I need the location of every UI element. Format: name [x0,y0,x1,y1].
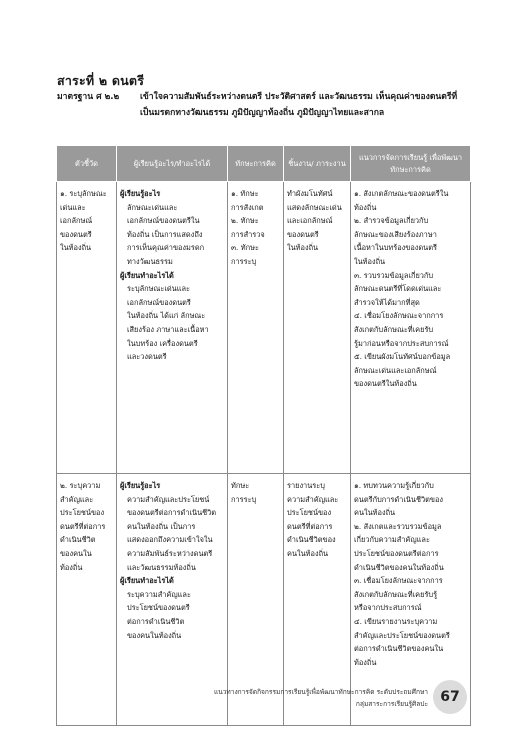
cell-line: ๑. ระบุลักษณะ [60,189,107,198]
section-heading: สาระที่ ๒ ดนตรี [57,73,145,88]
cell-line: การสำรวจ [231,229,265,239]
approach-cell [351,182,471,474]
thinking-skill-cell [228,182,284,474]
standard-code: มาตรฐาน ศ ๒.๒ [57,92,120,102]
cell-line: คนในท้องถิ่น [354,508,396,518]
cell-line: ลักษณะดนตรีที่โดดเด่นและ [354,284,442,294]
cell-line: ลักษณะเด่นและ [127,202,178,212]
cell-line: ดนตรีที่ต่อการ [287,521,333,531]
page-footer [208,686,428,710]
cell-line: คนในท้องถิ่น [287,548,329,558]
cell-line: ต่อการดำเนินชีวิต [127,616,185,626]
cell-line: ความสัมพันธ์ระหว่างดนตรี [127,548,213,558]
cell-line: ลักษณะของเสียงร้องภาษา [354,229,437,239]
cell-line: ดนตรีที่ต่อการ [60,521,106,531]
workpiece-cell [284,182,351,474]
header-indicator: ตัวชี้วัด [57,146,117,182]
cell-line: ๔. เชื่อมโยงลักษณะจากการ [354,311,444,321]
header-learning: ผู้เรียนรู้อะไร/ทำอะไรได้ [117,146,228,182]
cell-line: ดำเนินชีวิต [60,535,96,545]
cell-line: ในท้องถิ่น [354,256,386,266]
cell-line: ประโยชน์ของดนตรีต่อการ [354,548,439,558]
cell-line: การสังเกต [231,202,264,212]
cell-line: ระบุลักษณะเด่นและ [127,284,190,294]
cell-line: ลักษณะเด่นและเอกลักษณ์ [354,365,437,375]
cell-line: ดนตรีกับการดำเนินชีวิตของ [354,494,444,504]
cell-line: รายงานระบุ [287,481,325,490]
cell-line: ดำเนินชีวิตของคนในท้องถิ่น [354,562,444,572]
cell-line: และวงดนตรี [127,352,167,362]
cell-line: สำคัญและ [60,494,94,504]
cell-line: สังเกตกับลักษณะที่เคยรับ [354,324,434,334]
table-row [57,182,471,474]
header-workpiece: ชิ้นงาน/ ภาระงาน [284,146,351,182]
cell-line: และเอกลักษณ์ [287,216,333,226]
cell-line: ประโยชน์ของ [287,508,332,518]
cell-line: เอกลักษณ์ของดนตรี [127,297,191,307]
cell-line: เอกลักษณ์ [60,216,93,226]
cell-line: ของดนตรีต่อการดำเนินชีวิต [127,508,217,518]
indicator-cell [57,474,117,726]
cell-line: เนื้อหาในบทร้องของดนตรี [354,243,438,253]
cell-line: คนในท้องถิ่น เป็นการ [127,521,196,531]
cell-line: สำคัญและประโยชน์ของดนตรี [354,630,450,640]
cell-line: การเห็นคุณค่าของมรดก [127,243,205,253]
cell-line: ระบุความสำคัญและ [127,589,191,599]
cell-line: ๑. ทบทวนความรู้เกี่ยวกับ [354,481,434,490]
cell-line: เด่นและ [60,202,86,212]
cell-line: ของคนในท้องถิ่น [127,630,182,640]
footer-subject: กลุ่มสาระการเรียนรู้ศิลปะ [355,700,428,708]
cell-line: ๑. สังเกตลักษณะของดนตรีใน [354,189,449,198]
cell-line: เกี่ยวกับความสำคัญและ [354,535,430,545]
cell-line: ๔. เขียนรายงานระบุความ [354,616,438,626]
cell-line: เสียงร้อง ภาษาและเนื้อหา [127,324,209,334]
cell-line: แสดงลักษณะเด่น [287,202,342,212]
table-header-row [57,146,471,182]
page-number: 67 [433,680,467,714]
standard-text: เข้าใจความสัมพันธ์ระหว่างดนตรี ประวัติศาสตร์ และวัฒนธรรม เห็นคุณค่าของดนตรีที่เป็นมรดกทางวัฒนธรรม ภูมิปัญญาท้องถิ่น ภูมิปัญญาไทยและสากล [140,92,458,118]
what-learn-heading: ผู้เรียนรู้อะไร [120,189,161,198]
header-approach: แนวการจัดการเรียนรู้ เพื่อพัฒนาทักษะการคิด [351,146,471,182]
cell-line: สำรวจให้ได้มากที่สุด [354,297,420,307]
cell-line: ในท้องถิ่น [287,243,319,253]
cell-line: ประโยชน์ของ [60,508,105,518]
cell-line: ทักษะ [231,481,250,490]
cell-line: ของคนใน [60,548,92,558]
curriculum-table [56,145,471,726]
cell-line: ๓. เชื่อมโยงลักษณะจากการ [354,576,443,586]
cell-line: ท้องถิ่น [60,562,83,572]
learning-cell [117,182,228,474]
cell-line: ประโยชน์ของดนตรี [127,603,190,613]
cell-line: ๑. ทักษะ [231,189,259,198]
cell-line: ต่อการดำเนินชีวิตของคนใน [354,644,444,654]
cell-line: ความสำคัญและประโยชน์ [127,494,210,504]
cell-line: ๒. สังเกตและรวบรวมข้อมูล [354,521,442,531]
what-learn-heading: ผู้เรียนรู้อะไร [120,481,161,490]
cell-line: รู้มาก่อนหรือจากประสบการณ์ [354,338,449,348]
cell-line: เอกลักษณ์ของดนตรีใน [127,216,200,226]
cell-line: หรือจากประสบการณ์ [354,603,422,613]
cell-line: สังเกตกับลักษณะที่เคยรับรู้ [354,589,438,599]
cell-line: ของดนตรีในท้องถิ่น [354,379,417,389]
cell-line: ความสำคัญและ [287,494,339,504]
cell-line: ในบทร้อง เครื่องดนตรี [127,338,198,348]
cell-line: ของดนตรี [287,229,319,239]
cell-line: การระบุ [231,494,257,504]
cell-line: ของดนตรี [60,229,92,239]
cell-line: ในท้องถิ่น [60,243,92,253]
footer-book-title: แนวทางการจัดกิจกรรมการเรียนรู้เพื่อพัฒนาทักษะการคิด ระดับประถมศึกษา [213,688,428,696]
indicator-cell [57,182,117,474]
cell-line: ๒. สำรวจข้อมูลเกี่ยวกับ [354,216,429,226]
cell-line: ในท้องถิ่น ได้แก่ ลักษณะ [127,311,206,321]
cell-line: แสดงออกถึงความเข้าใจใน [127,535,213,545]
cell-line: และวัฒนธรรมท้องถิ่น [127,562,196,572]
cell-line: ดำเนินชีวิตของ [287,535,336,545]
cell-line: ท้องถิ่น เป็นการแสดงถึง [127,229,203,239]
cell-line: ทำผังมโนทัศน์ [287,189,333,198]
cell-line: ๒. ระบุความ [60,481,101,490]
cell-line: ท้องถิ่น [354,657,377,667]
cell-line: การระบุ [231,256,257,266]
what-do-heading: ผู้เรียนทำอะไรได้ [120,576,174,586]
cell-line: ๒. ทักษะ [231,216,259,226]
cell-line: ๓. ทักษะ [231,243,259,253]
header-thinking-skill: ทักษะการคิด [228,146,284,182]
learning-standard [57,89,475,121]
cell-line: ๕. เขียนผังมโนทัศน์บอกข้อมูล [354,352,451,362]
what-do-heading: ผู้เรียนทำอะไรได้ [120,270,174,280]
cell-line: ๓. รวบรวมข้อมูลเกี่ยวกับ [354,270,434,280]
cell-line: ทางวัฒนธรรม [127,256,173,266]
cell-line: ท้องถิ่น [354,202,377,212]
